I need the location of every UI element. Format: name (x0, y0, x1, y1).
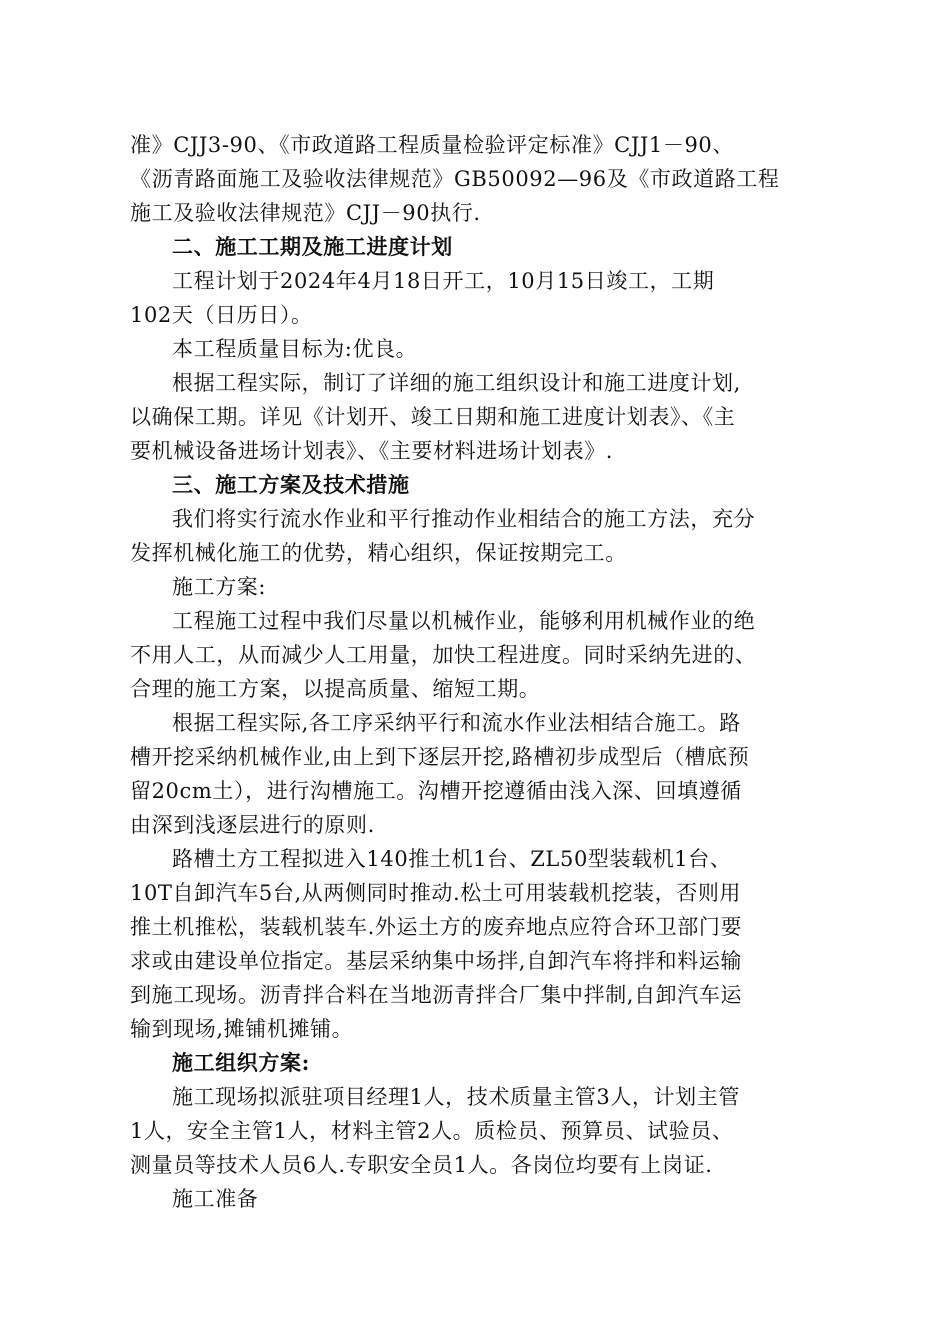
paragraph-preparation (130, 1182, 830, 1216)
paragraph-approach (130, 502, 830, 570)
paragraph-quality-goal (130, 332, 830, 366)
text-line: 根据工程实际,各工序采纳平行和流水作业法相结合施工。路 (172, 711, 741, 735)
text-line: 准》CJJ3-90、《市政道路工程质量检验评定标准》CJJ1－90、 (130, 133, 734, 157)
section-heading-organization (130, 1046, 830, 1080)
text-line: 本工程质量目标为:优良。 (172, 337, 418, 361)
text-line: 到施工现场。沥青拌合料在当地沥青拌合厂集中拌制,自卸汽车运 (130, 983, 743, 1007)
text-line: 路槽土方工程拟进入140推土机1台、ZL50型装载机1台、 (172, 847, 732, 871)
text-line: 不用人工，从而减少人工用量，加快工程进度。同时采纳先进的、 (130, 643, 757, 667)
heading-text: 二、施工工期及施工进度计划 (172, 234, 453, 259)
text-line: 推土机推松，装载机装车.外运土方的废弃地点应符合环卫部门要 (130, 915, 743, 939)
text-line: 工程施工过程中我们尽量以机械作业，能够利用机械作业的绝 (172, 609, 756, 633)
paragraph-plan-label (130, 570, 830, 604)
text-line: 测量员等技术人员6人.专职安全员1人。各岗位均要有上岗证. (130, 1153, 713, 1177)
text-line: 输到现场,摊铺机摊铺。 (130, 1017, 354, 1041)
paragraph-schedule-dates (130, 264, 830, 332)
section-heading-methods (130, 468, 830, 502)
text-line: 《沥青路面施工及验收法律规范》GB50092—96及《市政道路工程 (130, 167, 780, 191)
paragraph-plan-tables (130, 366, 830, 468)
text-line: 留20cm土），进行沟槽施工。沟槽开挖遵循由浅入深、回填遵循 (130, 779, 742, 803)
text-line: 合理的施工方案，以提高质量、缩短工期。 (130, 677, 541, 701)
text-line: 10T自卸汽车5台,从两侧同时推动.松土可用装载机挖装，否则用 (130, 881, 742, 905)
text-line: 根据工程实际，制订了详细的施工组织设计和施工进度计划, (172, 371, 741, 395)
section-heading-schedule (130, 230, 830, 264)
text-line: 施工准备 (172, 1187, 259, 1211)
text-line: 由深到浅逐层进行的原则. (130, 813, 375, 837)
heading-text: 三、施工方案及技术措施 (172, 472, 410, 497)
text-line: 要机械设备进场计划表》、《主要材料进场计划表》. (130, 439, 614, 463)
text-line: 求或由建设单位指定。基层采纳集中场拌,自卸汽车将拌和料运输 (130, 949, 743, 973)
text-line: 发挥机械化施工的优势，精心组织，保证按期完工。 (130, 541, 627, 565)
text-line: 工程计划于2024年4月18日开工，10月15日竣工，工期 (172, 269, 715, 293)
text-line: 施工及验收法律规范》CJJ－90执行. (130, 201, 481, 225)
text-line: 我们将实行流水作业和平行推动作业相结合的施工方法，充分 (172, 507, 756, 531)
text-line: 施工方案: (172, 575, 267, 599)
paragraph-standards (130, 128, 830, 230)
paragraph-staffing (130, 1080, 830, 1182)
text-line: 施工现场拟派驻项目经理1人，技术质量主管3人，计划主管 (172, 1085, 740, 1109)
paragraph-earthwork (130, 842, 830, 1046)
text-line: 1人，安全主管1人，材料主管2人。质检员、预算员、试验员、 (130, 1119, 734, 1143)
text-line: 以确保工期。详见《计划开、竣工日期和施工进度计划表》、《主 (130, 405, 736, 429)
paragraph-mechanization (130, 604, 830, 706)
document-body (130, 128, 830, 1216)
text-line: 槽开挖采纳机械作业,由上到下逐层开挖,路槽初步成型后（槽底预 (130, 745, 750, 769)
text-line: 102天（日历日）。 (130, 303, 313, 327)
paragraph-excavation (130, 706, 830, 842)
heading-text: 施工组织方案: (172, 1050, 310, 1075)
